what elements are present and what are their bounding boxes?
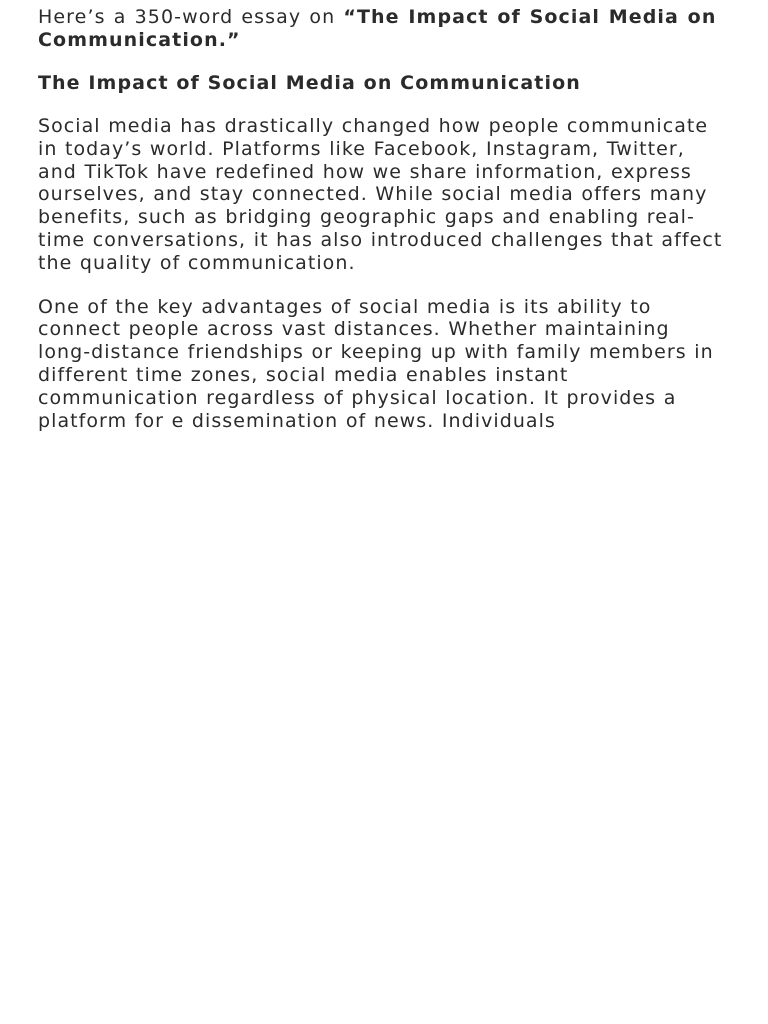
paragraph-2: One of the key advantages of social media is its ability to connect people across vast distances. Whether maintaining long-distance friendships or keeping up with family members in different time zones, social media enables instant communication regardless of physical location. It provides a platform for e dissemination of news. Individuals [38,295,714,432]
document-body [38,6,728,453]
intro-prefix: Here’s a 350-word essay on [38,6,344,28]
intro-line [38,6,728,52]
essay-title: The Impact of Social Media on Communication [38,72,581,94]
intro-emphasis: “The Impact of Social Media on Communication.” [38,6,717,51]
paragraph-1: Social media has drastically changed how people communicate in today’s world. Platforms like Facebook, Instagram, Twitter, and TikTok have redefined how we share information, express ourselves, and stay connected. While social media offers many benefits, such as bridging geographic gaps and enabling real-time conversations, it has also introduced challenges that affect the quality of communication. [38,115,723,274]
